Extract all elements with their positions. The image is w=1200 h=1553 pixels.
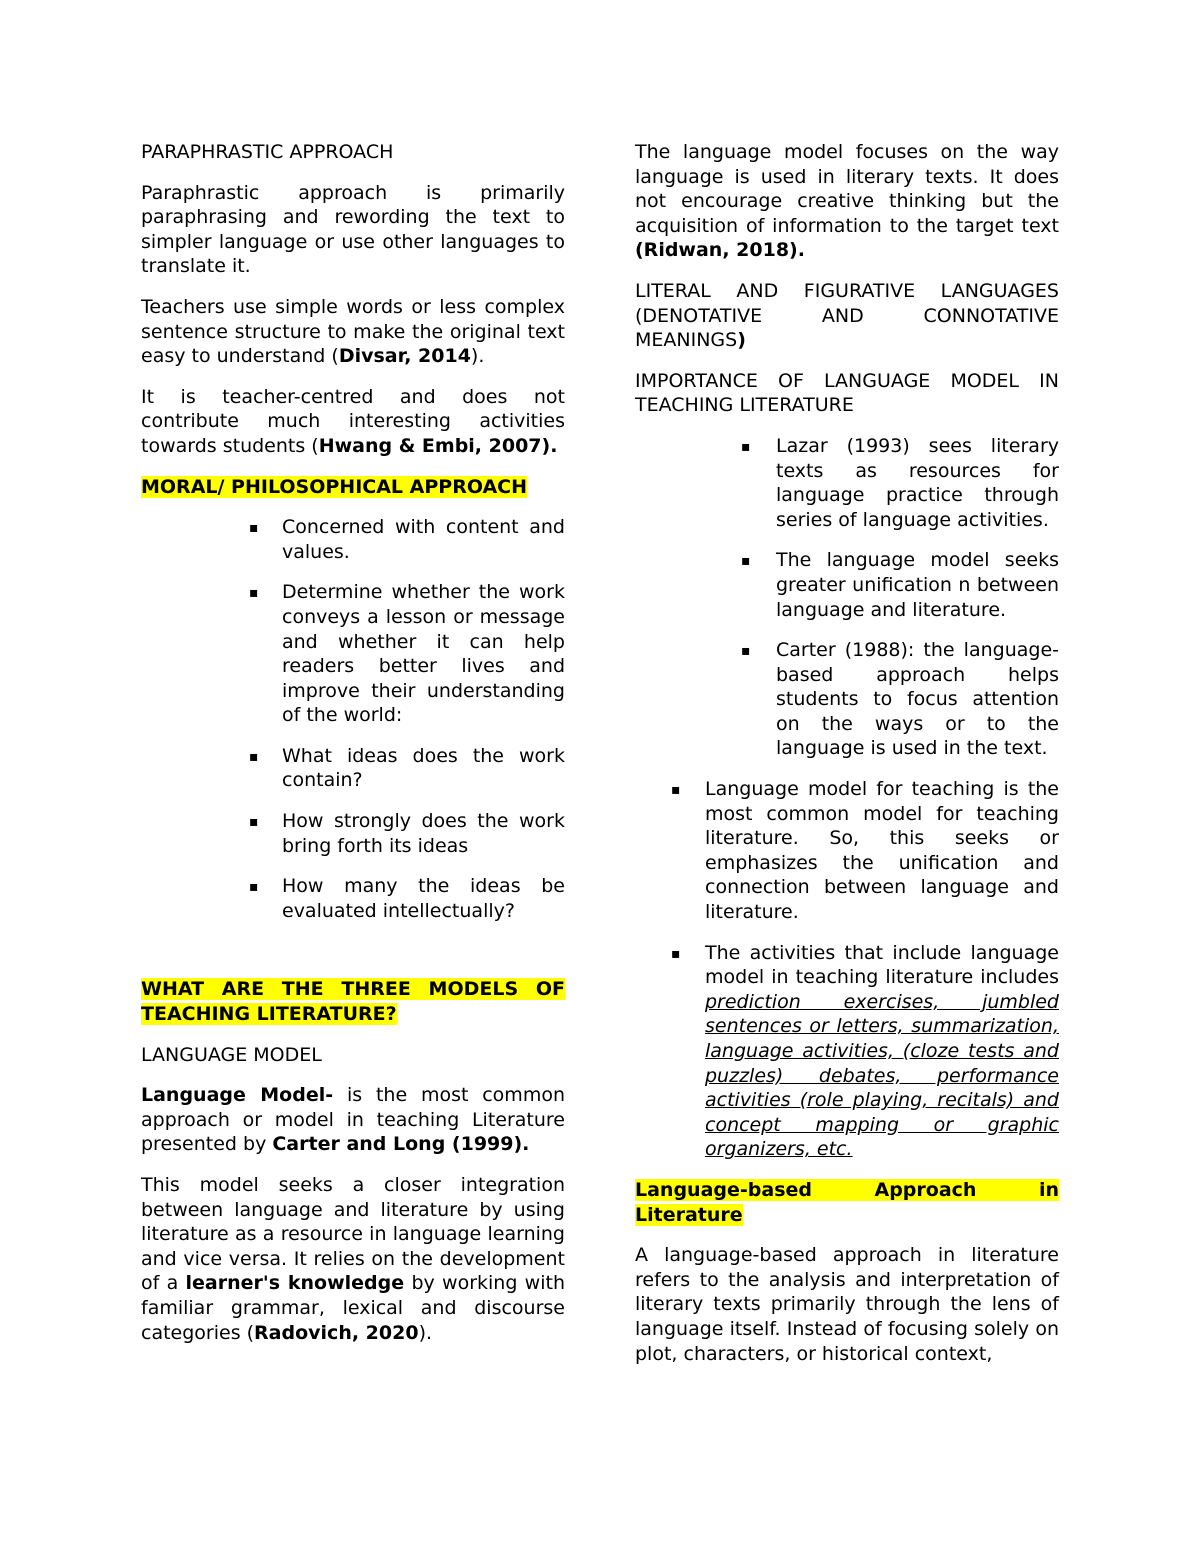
list-item-text: Language model for teaching is the most common model for teaching literature. So, this seeks or emphasizes the unification and connection between language and literature. xyxy=(705,778,1059,924)
left-column xyxy=(141,140,565,1361)
language-based-heading-text: Language-based Approach in Literature xyxy=(635,1178,1059,1226)
literal-heading xyxy=(635,279,1059,353)
lm-citation: Carter and Long (1999). xyxy=(272,1133,530,1156)
list-item-text: The language model seeks greater unification n between language and literature. xyxy=(776,549,1059,621)
list-item-text: What ideas does the work contain? xyxy=(282,744,565,792)
moral-heading-text: MORAL/ PHILOSOPHICAL APPROACH xyxy=(141,475,528,498)
bullet-icon: ▪ xyxy=(249,585,259,602)
list-item-text: Determine whether the work conveys a lesson or message and whether it can help readers better lives and improve their understanding of the world: xyxy=(282,581,565,727)
bullet-icon: ▪ xyxy=(249,814,259,831)
importance-outer-list xyxy=(635,777,1059,1162)
bullet-icon: ▪ xyxy=(249,748,259,765)
p2-text: Teachers use simple words or less complex sentence structure to make the original text easy to understand ( xyxy=(141,295,565,368)
bullet-icon: ▪ xyxy=(249,879,259,896)
spacer xyxy=(141,939,565,977)
bullet-icon: ▪ xyxy=(741,553,751,570)
three-models-heading xyxy=(141,977,565,1026)
p2-end: ). xyxy=(470,345,485,368)
activities-list-text: prediction exercises, jumbled sentences or letters, summarization, language activities, (cloze tests and puzzles) debates, performance activities (role playing, recitals) and concept mapping or graphic organizers, etc. xyxy=(705,990,1059,1161)
focus-text: The language model focuses on the way language is used in literary texts. It does not encourage creative thinking but the acquisition of information to the target text xyxy=(635,141,1059,237)
language-model-heading: LANGUAGE MODEL xyxy=(141,1043,322,1066)
integration-paragraph xyxy=(141,1173,565,1345)
moral-heading xyxy=(141,475,565,500)
list-item-text: The activities that include language model in teaching literature includes xyxy=(705,941,1059,989)
bullet-icon: ▪ xyxy=(671,945,681,962)
list-item-text: Concerned with content and values. xyxy=(282,516,565,563)
integration-bold: learner's knowledge xyxy=(185,1272,405,1295)
literal-heading-end: ) xyxy=(737,329,746,352)
paraphrastic-heading xyxy=(141,140,565,165)
bullet-icon: ▪ xyxy=(671,782,681,799)
moral-bullet-list xyxy=(141,515,565,923)
list-item xyxy=(635,638,1059,761)
importance-heading: IMPORTANCE OF LANGUAGE MODEL IN TEACHING LITERATURE xyxy=(635,369,1059,417)
list-item xyxy=(141,809,565,858)
bullet-icon: ▪ xyxy=(741,643,751,660)
paraphrastic-heading-text: PARAPHRASTIC APPROACH xyxy=(141,141,394,163)
language-model-focus-paragraph xyxy=(635,140,1059,263)
list-item xyxy=(141,515,565,564)
list-item xyxy=(635,941,1059,1162)
p2-citation: Divsar, 2014 xyxy=(338,345,471,368)
language-based-heading xyxy=(635,1178,1059,1227)
list-item-text: How many the ideas be evaluated intellectually? xyxy=(282,875,565,922)
list-item xyxy=(141,744,565,793)
three-models-heading-text: WHAT ARE THE THREE MODELS OF TEACHING LITERATURE? xyxy=(141,978,565,1026)
lm-bold: Language Model- xyxy=(141,1084,334,1107)
paraphrastic-paragraph-2 xyxy=(141,295,565,369)
language-model-paragraph xyxy=(141,1083,565,1157)
integration-end: ). xyxy=(418,1321,433,1344)
importance-inner-list xyxy=(635,434,1059,761)
list-item-text: How strongly does the work bring forth its ideas xyxy=(282,810,565,857)
list-item-text: Lazar (1993) sees literary texts as resources for language practice through series of language activities. xyxy=(776,434,1059,531)
bullet-icon: ▪ xyxy=(741,438,751,455)
right-column xyxy=(635,140,1059,1382)
integration-text: This model seeks a closer integration between language and literature by using literature as a resource in language learning and vice versa. It relies on the development of a xyxy=(141,1174,565,1295)
list-item xyxy=(635,548,1059,622)
list-item-text: Carter (1988): the language-based approach helps students to focus attention on the ways or to the language is used in the text. xyxy=(776,639,1059,760)
integration-text-2: by working with familiar grammar, lexical and discourse categories ( xyxy=(141,1272,565,1344)
literal-heading-text: LITERAL AND FIGURATIVE LANGUAGES (DENOTATIVE AND CONNOTATIVE MEANINGS xyxy=(635,279,1059,352)
paraphrastic-paragraph-1: Paraphrastic approach is primarily paraphrasing and rewording the text to simpler language or use other languages to translate it. xyxy=(141,181,565,278)
p3-text: It is teacher-centred and does not contribute much interesting activities towards students ( xyxy=(141,385,565,457)
bullet-icon: ▪ xyxy=(249,520,259,537)
list-item xyxy=(635,777,1059,925)
paraphrastic-paragraph-3 xyxy=(141,385,565,459)
language-based-paragraph: A language-based approach in literature refers to the analysis and interpretation of literary texts primarily through the lens of language itself. Instead of focusing solely on plot, characters, or historical context, xyxy=(635,1244,1059,1365)
focus-citation: (Ridwan, 2018). xyxy=(635,239,805,262)
list-item xyxy=(635,434,1059,532)
integration-citation: Radovich, 2020 xyxy=(254,1321,419,1344)
list-item xyxy=(141,874,565,923)
p3-citation: Hwang & Embi, 2007). xyxy=(318,434,558,457)
lm-text: is the most common approach or model in teaching Literature presented by xyxy=(141,1084,565,1156)
list-item xyxy=(141,580,565,728)
